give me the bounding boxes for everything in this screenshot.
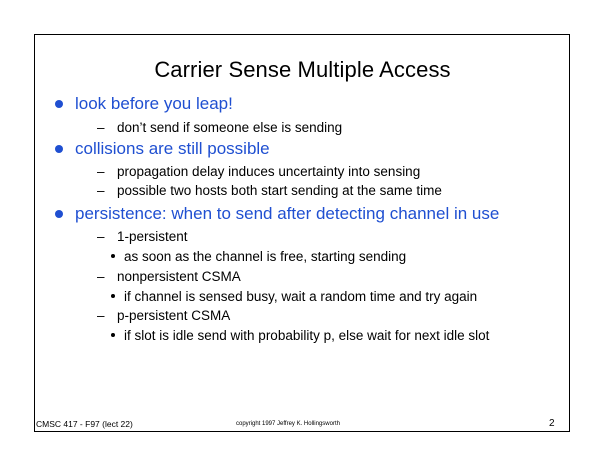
dash-marker: –	[97, 269, 105, 284]
dash-marker: –	[97, 229, 105, 244]
sub-bullet-text: don’t send if someone else is sending	[117, 120, 343, 135]
bullet-persistence	[55, 204, 499, 224]
footer-copyright: copyright 1997 Jeffrey K. Hollingsworth	[236, 421, 340, 427]
sub-bullet-propagation-delay	[97, 164, 420, 180]
sub-sub-bullet-channel-free	[111, 249, 406, 265]
sub-bullet-text: propagation delay induces uncertainty into sensing	[117, 164, 421, 179]
dash-marker: –	[97, 120, 105, 135]
sub-bullet-nonpersistent	[97, 269, 241, 285]
dash-marker: –	[97, 183, 105, 198]
dash-marker: –	[97, 164, 105, 179]
sub-bullet-p-persistent	[97, 308, 230, 324]
footer-course: CMSC 417 - F97 (lect 22)	[36, 419, 133, 429]
slide-title: Carrier Sense Multiple Access	[154, 57, 451, 82]
sub-bullet-text: 1-persistent	[117, 229, 188, 244]
sub-bullet-dont-send	[97, 120, 342, 136]
sub-sub-bullet-text: if channel is sensed busy, wait a random time and try again	[124, 289, 478, 304]
bullet-text: persistence: when to send after detecting channel in use	[75, 204, 500, 223]
sub-sub-bullet-text: as soon as the channel is free, starting sending	[124, 249, 407, 264]
dash-marker: –	[97, 308, 105, 323]
bullet-look-before-you-leap	[55, 94, 233, 114]
sub-bullet-text: possible two hosts both start sending at the same time	[117, 183, 442, 198]
sub-bullet-text: p-persistent CSMA	[117, 308, 231, 323]
bullet-text: collisions are still possible	[75, 139, 270, 158]
sub-bullet-1-persistent	[97, 229, 188, 245]
bullet-dot-icon	[55, 210, 63, 218]
sub-sub-bullet-text: if slot is idle send with probability p, else wait for next idle slot	[124, 328, 490, 343]
sub-sub-bullet-slot-idle	[111, 328, 489, 344]
bullet-dot-icon	[55, 145, 63, 153]
sub-sub-bullet-random-wait	[111, 289, 477, 305]
small-dot-icon	[111, 254, 115, 258]
bullet-text: look before you leap!	[75, 94, 233, 113]
bullet-dot-icon	[55, 100, 63, 108]
sub-bullet-two-hosts	[97, 183, 442, 199]
bullet-collisions	[55, 139, 270, 159]
small-dot-icon	[111, 333, 115, 337]
sub-bullet-text: nonpersistent CSMA	[117, 269, 241, 284]
small-dot-icon	[111, 294, 115, 298]
page-number: 2	[549, 418, 555, 429]
